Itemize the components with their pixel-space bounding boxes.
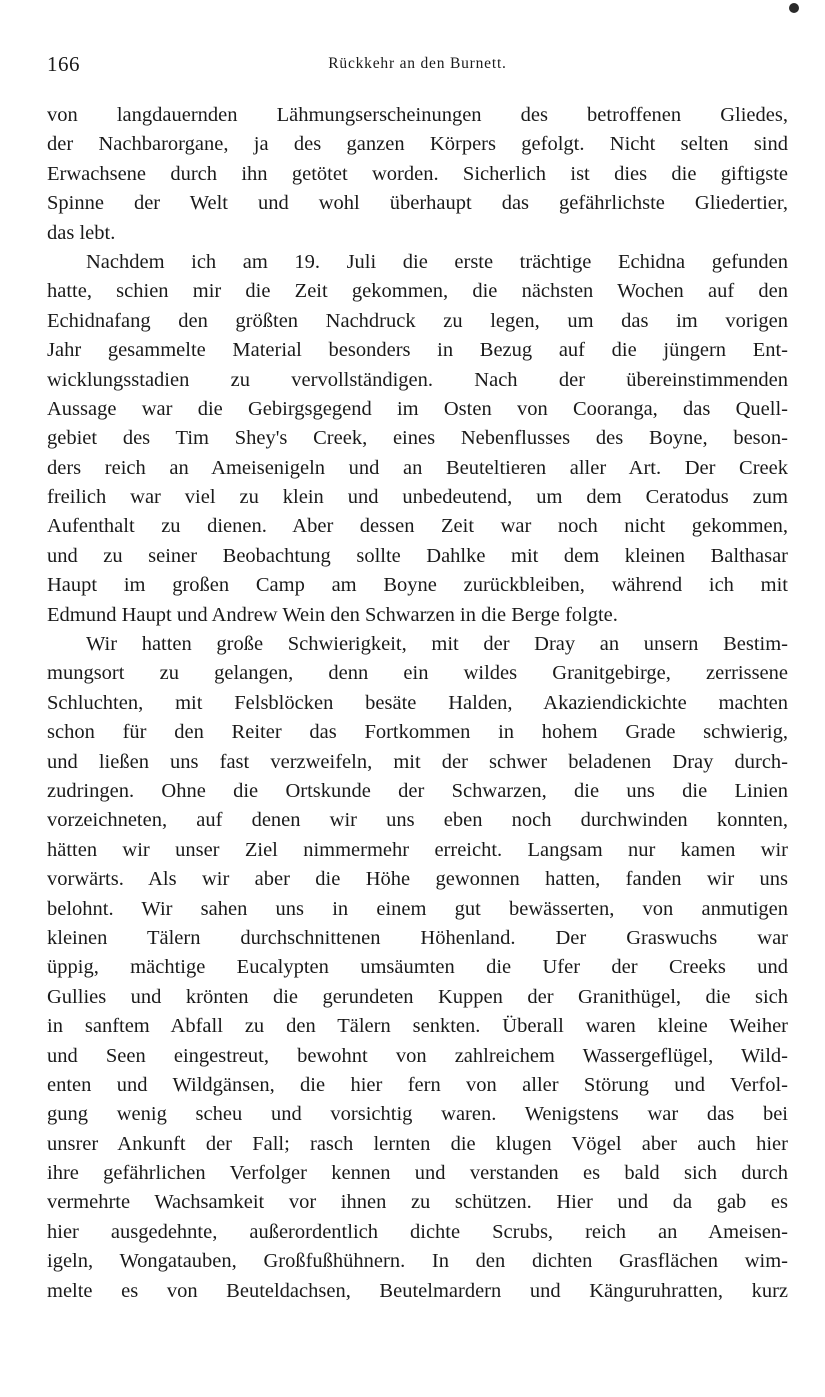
text-line: mungsort zu gelangen, denn ein wildes Granitgebirge, zerrissene — [47, 662, 788, 685]
text-line: zudringen. Ohne die Ortskunde der Schwarzen, die uns die Linien — [47, 779, 788, 802]
text-line: kleinen Tälern durchschnittenen Höhenland. Der Graswuchs war — [47, 926, 788, 949]
text-line: hier ausgedehnte, außerordentlich dichte Scrubs, reich an Ameisen- — [47, 1220, 788, 1243]
text-line: Aufenthalt zu dienen. Aber dessen Zeit war noch nicht gekommen, — [47, 515, 788, 538]
body-text — [47, 101, 788, 1306]
text-line: ders reich an Ameisenigeln und an Beuteltieren aller Art. Der Creek — [47, 456, 788, 479]
text-line: Aussage war die Gebirgsgegend im Osten von Cooranga, das Quell- — [47, 397, 788, 420]
text-line: Wir hatten große Schwierigkeit, mit der Dray an unsern Bestim- — [86, 633, 788, 656]
text-line: gung wenig scheu und vorsichtig waren. Wenigstens war das bei — [47, 1103, 788, 1126]
text-line: Spinne der Welt und wohl überhaupt das gefährlichste Gliedertier, — [47, 192, 788, 215]
text-line: Edmund Haupt und Andrew Wein den Schwarzen in die Berge folgte. — [47, 603, 618, 626]
text-line: enten und Wildgänsen, die hier fern von aller Störung und Verfol- — [47, 1073, 788, 1096]
text-line: und Seen eingestreut, bewohnt von zahlreichem Wassergeflügel, Wild- — [47, 1044, 788, 1067]
text-line: freilich war viel zu klein und unbedeutend, um dem Ceratodus zum — [47, 486, 788, 509]
text-line: gebiet des Tim Shey's Creek, eines Nebenflusses des Boyne, beson- — [47, 427, 788, 450]
text-line: in sanftem Abfall zu den Tälern senkten. Überall waren kleine Weiher — [47, 1015, 788, 1038]
text-line: Schluchten, mit Felsblöcken besäte Halden, Akaziendickichte machten — [47, 691, 788, 714]
text-line: und zu seiner Beobachtung sollte Dahlke mit dem kleinen Balthasar — [47, 544, 788, 567]
text-line: Nachdem ich am 19. Juli die erste trächtige Echidna gefunden — [86, 250, 788, 273]
text-line: vorzeichneten, auf denen wir uns eben noch durchwinden konnten, — [47, 809, 788, 832]
text-line: unsrer Ankunft der Fall; rasch lernten die klugen Vögel aber auch hier — [47, 1132, 788, 1155]
text-line: Echidnafang den größten Nachdruck zu legen, um das im vorigen — [47, 309, 788, 332]
text-line: Erwachsene durch ihn getötet worden. Sicherlich ist dies die giftigste — [47, 162, 788, 185]
page-header — [47, 52, 788, 82]
text-line: vorwärts. Als wir aber die Höhe gewonnen hatten, fanden wir uns — [47, 868, 788, 891]
text-line: melte es von Beuteldachsen, Beutelmardern und Känguruhratten, kurz — [47, 1279, 788, 1302]
text-line: von langdauernden Lähmungserscheinungen des betroffenen Gliedes, — [47, 104, 788, 126]
text-line: vermehrte Wachsamkeit vor ihnen zu schützen. Hier und da gab es — [47, 1191, 788, 1214]
text-line: Haupt im großen Camp am Boyne zurückbleiben, während ich mit — [47, 574, 788, 597]
running-title: Rückkehr an den Burnett. — [328, 55, 507, 72]
text-line: Gullies und krönten die gerundeten Kuppen der Granithügel, die sich — [47, 985, 788, 1008]
text-line: wicklungsstadien zu vervollständigen. Nach der übereinstimmenden — [47, 368, 788, 391]
text-line: das lebt. — [47, 221, 116, 244]
text-line: belohnt. Wir sahen uns in einem gut bewässerten, von anmutigen — [47, 897, 788, 920]
text-line: der Nachbarorgane, ja des ganzen Körpers gefolgt. Nicht selten sind — [47, 133, 788, 156]
ink-speck — [789, 3, 799, 13]
text-line: Jahr gesammelte Material besonders in Bezug auf die jüngern Ent- — [47, 339, 788, 362]
page-number: 166 — [47, 52, 80, 76]
text-line: igeln, Wongatauben, Großfußhühnern. In den dichten Grasflächen wim- — [47, 1250, 788, 1273]
text-line: hatte, schien mir die Zeit gekommen, die nächsten Wochen auf den — [47, 280, 788, 303]
text-line: und ließen uns fast verzweifeln, mit der schwer beladenen Dray durch- — [47, 750, 788, 773]
text-line: ihre gefährlichen Verfolger kennen und verstanden es bald sich durch — [47, 1162, 788, 1185]
text-line: schon für den Reiter das Fortkommen in hohem Grade schwierig, — [47, 721, 788, 744]
text-line: üppig, mächtige Eucalypten umsäumten die Ufer der Creeks und — [47, 956, 788, 979]
text-line: hätten wir unser Ziel nimmermehr erreicht. Langsam nur kamen wir — [47, 838, 788, 861]
